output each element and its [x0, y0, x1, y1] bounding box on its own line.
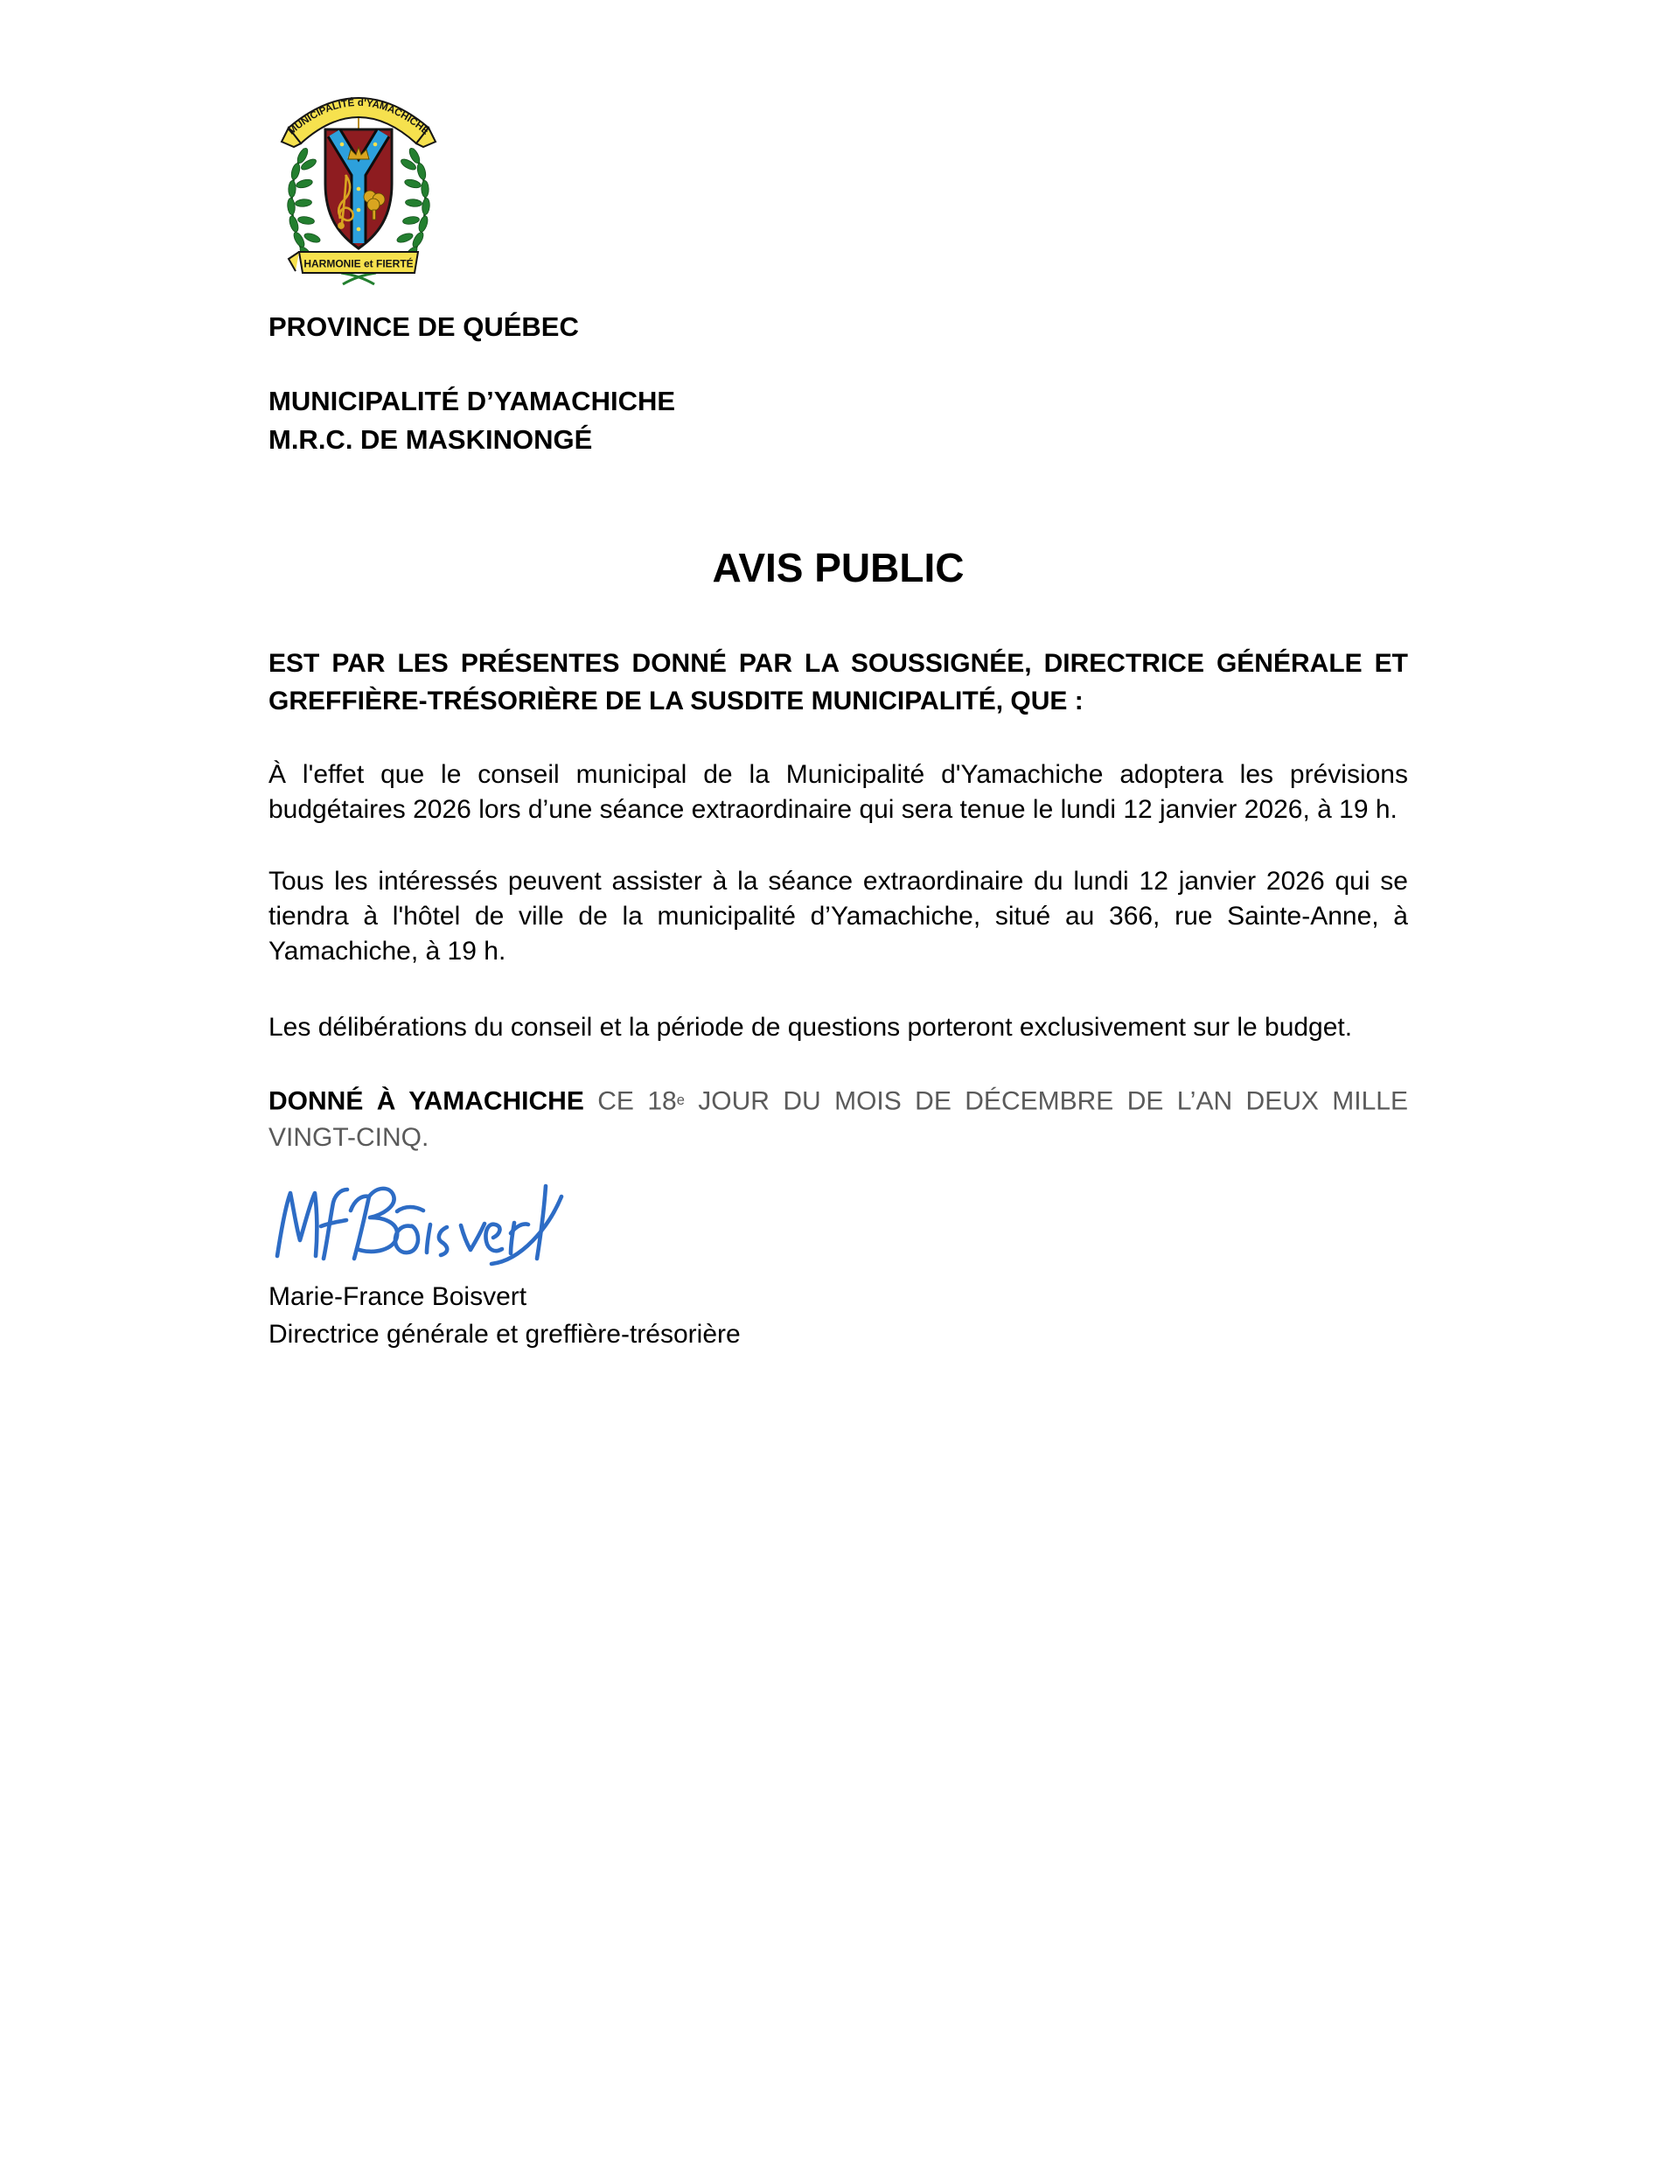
municipality-line: MUNICIPALITÉ D’YAMACHICHE: [268, 386, 676, 416]
attendance-paragraph: [268, 864, 1408, 969]
given-date-text: CE 18: [583, 1086, 677, 1116]
laurel-branch-left: [287, 147, 321, 266]
paragraph-line: À l'effet que le conseil municipal de la Municipalité d'Yamachiche adoptera les prévisions: [268, 760, 1408, 789]
mrc-line: M.R.C. DE MASKINONGÉ: [268, 424, 593, 455]
crossed-stems: [341, 273, 376, 284]
signatory-name: Marie-France Boisvert: [268, 1282, 527, 1311]
paragraph-line: Yamachiche, à 19 h.: [268, 937, 506, 966]
ordinal-superscript: e: [676, 1092, 685, 1108]
paragraph-line: [268, 1082, 1408, 1120]
paragraph-line: EST PAR LES PRÉSENTES DONNÉ PAR LA SOUSSIGNÉE, DIRECTRICE GÉNÉRALE ET: [268, 649, 1408, 678]
laurel-branch-right: [396, 147, 430, 266]
municipal-coat-of-arms-logo: [271, 72, 446, 289]
paragraph-line: VINGT-CINQ.: [268, 1123, 429, 1153]
municipality-block: [268, 382, 1408, 459]
logo-bottom-banner: [289, 252, 418, 273]
logo-bottom-banner-text: HARMONIE et FIERTÉ: [303, 257, 414, 270]
paragraph-line: Tous les intéressés peuvent assister à la séance extraordinaire du lundi 12 janvier 2026 qui se: [268, 867, 1408, 896]
paragraph-line: Les délibérations du conseil et la période de questions porteront exclusivement sur le budget.: [268, 1013, 1353, 1042]
given-at-paragraph: [268, 1082, 1408, 1156]
province-line: PROVINCE DE QUÉBEC: [268, 311, 579, 342]
deliberations-paragraph: [268, 1010, 1408, 1045]
budget-adoption-paragraph: [268, 757, 1408, 827]
paragraph-line: budgétaires 2026 lors d’une séance extraordinaire qui sera tenue le lundi 12 janvier 2026, à 19 h.: [268, 795, 1398, 824]
page-title: AVIS PUBLIC: [712, 545, 965, 590]
notice-intro-paragraph: [268, 645, 1408, 720]
given-place-bold: DONNÉ À YAMACHICHE: [268, 1086, 584, 1116]
handwritten-signature: [267, 1172, 564, 1275]
signatory-block: [268, 1278, 1408, 1353]
paragraph-line: tiendra à l'hôtel de ville de la municipalité d’Yamachiche, situé au 366, rue Sainte-Anne, à: [268, 902, 1408, 931]
logo-top-banner-text: MUNICIPALITÉ d'YAMACHICHE: [286, 97, 431, 137]
paragraph-line: GREFFIÈRE-TRÉSORIÈRE DE LA SUSDITE MUNICIPALITÉ, QUE :: [268, 687, 1084, 715]
signatory-title: Directrice générale et greffière-trésorière: [268, 1320, 741, 1349]
given-date-text: JOUR DU MOIS DE DÉCEMBRE DE L’AN DEUX MILLE: [684, 1086, 1408, 1116]
